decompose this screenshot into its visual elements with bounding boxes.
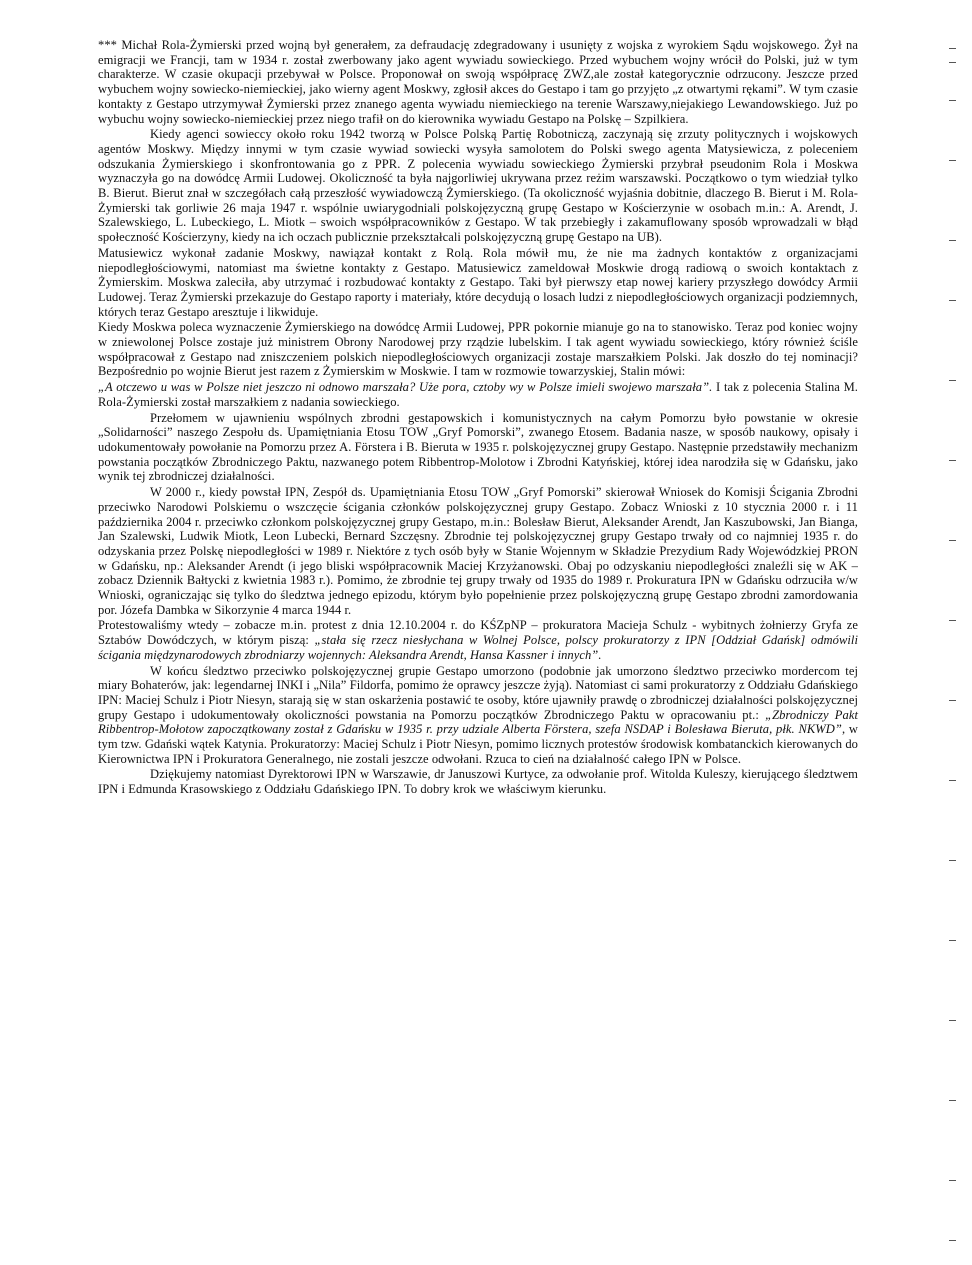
paragraph-1: *** Michał Rola-Żymierski przed wojną był generałem, za defraudację zdegradowany i usunięty z wojska z wyrokiem Sądu wojskowego. Żył na emigracji we Francji, tam w 1934 r. został zwerbowany jako agent wywiadu sowieckiego. Przed wybuchem wojny wrócił do Polski, już w tym charakterze. W czasie okupacji przebywał w Polsce. Proponował on swoją współpracę ZWZ,ale został kategorycznie odrzucony. Jeszcze przed wybuchem wojny sowiecko-niemieckiej, jako wierny agent Moskwy, zgłosił akces do Gestapo i tam go przyjęto „z otwartymi rękami”. W tym czasie kontakty z Gestapo utrzymywał Żymierski przez znanego agenta wywiadu niemieckiego na terenie Warszawy,niejakiego Lewandowskiego. Już po wybuchu wojny sowiecko-niemieckiej przez niego trafił on do kierownika wywiadu Gestapo na Polskę – Szpilkiera.	[98, 38, 858, 126]
scan-mark	[949, 1180, 956, 1181]
publication-title: „Zbrodniczy Pakt Ribbentrop-Mołotow zapoczątkowany został z Gdańsku w 1935 r. przy udziale Alberta Förstera, szefa NSDAP i Bolesława Bieruta, płk. NKWD”	[98, 707, 858, 737]
protest-quote: „stała się rzecz niesłychana w Wolnej Polsce, polscy prokuratorzy z IPN [Oddział Gdańsk] odmówili ścigania międzynarodowych zbrodniarzy wojennych: Aleksandra Arendt, Hansa Kassner i innych”.	[98, 633, 858, 662]
scan-mark	[949, 100, 956, 101]
scan-mark	[949, 160, 956, 161]
scan-mark	[949, 1240, 956, 1241]
paragraph-9-tail: , w tym tzw. Gdański wątek Katynia. Prokuratorzy: Maciej Schulz i Piotr Niesyn, pomimo licznych protestów środowisk kombatanckich kierowanych do Kierownictwa IPN i Prokuratora Generalnego, nie zostali jeszcze odwołani. Rzuca to cień na działalność całego IPN w Polsce.	[98, 722, 858, 766]
scan-mark	[949, 300, 956, 301]
paragraph-9-head: W końcu śledztwo przeciwko polskojęzycznej grupie Gestapo umorzono (podobnie jak umorzono śledztwo przeciwko mordercom tej miary Bohaterów, jak: legendarnej INKI i „Nila” Fildorfa, pomimo że oprawcy jeszcze żyją). Natomiast ci sami prokuratorzy z Oddziału Gdańskiego IPN: Maciej Schulz i Piotr Niesyn, starają się w stan oskarżenia postawić te osoby, które ujawniły prawdę o zbrodniczej działalności polskojęzycznej grupy Gestapo i udokumentowały okoliczności powstania na Pomorzu początków Zbrodniczego Paktu w opracowaniu pt.:	[98, 663, 858, 722]
scan-mark	[949, 700, 956, 701]
scan-mark	[949, 860, 956, 861]
paragraph-9	[98, 664, 858, 767]
scan-mark	[949, 1100, 956, 1101]
scan-mark	[949, 62, 956, 63]
scan-mark	[949, 1020, 956, 1021]
stalin-quote: „A otczewo u was w Polsze niet jeszczo ni odnowo marszała? Uże pora, cztoby wy w Polsze imieli swojewo marszała”.	[98, 380, 713, 395]
scan-mark	[949, 380, 956, 381]
paragraph-3: Matusiewicz wykonał zadanie Moskwy, nawiązał kontakt z Rolą. Rola mówił mu, że nie ma żadnych kontaktów z organizacjami niepodległościowymi, natomiast ma świetne kontakty z Gestapo. Matusiewicz zameldował Moskwie drogą radiową o swoich kontaktach z Żymierskim. Moskwa zaleciła, aby utrzymać i rozbudować kontakty z Gestapo. Taki był pierwszy etap nowej kariery przyszłego dowódcy Armii Ludowej. Teraz Żymierski przekazuje do Gestapo raporty i materiały, które decydują o losach ludzi z niepodległościowych organizacji podziemnych, których teraz Gestapo aresztuje i likwiduje.	[98, 245, 858, 319]
scan-margin-marks	[934, 0, 964, 1265]
paragraph-8	[98, 618, 858, 662]
paragraph-5-tail: I tak z polecenia Stalina M. Rola-Żymierski został marszałkiem z nadania sowieckiego.	[98, 380, 858, 409]
scan-mark	[949, 940, 956, 941]
scan-mark	[949, 240, 956, 241]
paragraph-10: Dziękujemy natomiast Dyrektorowi IPN w Warszawie, dr Januszowi Kurtyce, za odwołanie prof. Witolda Kuleszy, kierującego śledztwem IPN i Edmunda Krasowskiego z Oddziału Gdańskiego IPN. To dobry krok we właściwym kierunku.	[98, 767, 858, 797]
scan-mark	[949, 48, 956, 49]
scan-mark	[949, 620, 956, 621]
paragraph-2: Kiedy agenci sowieccy około roku 1942 tworzą w Polsce Polską Partię Robotniczą, zaczynają się zrzuty politycznych i wojskowych agentów Moskwy. Między innymi w tym czasie wywiad sowiecki wysyła samolotem do Polski swego agenta Matysiewicza, z poleceniem odszukania Żymierskiego i skonfrontowania go z PPR. Z polecenia wywiadu sowieckiego Żymierski przybrał pseudonim Rola i Moskwa wyznaczyła go na dowódcę Armii Ludowej. Okoliczność ta była najgorliwiej ukrywana przez reżim warszawski. Początkowo o tym wiedział tylko B. Bierut. Bierut znał w szczegółach całą przeszłość wywiadowczą Żymierskiego. (Ta okoliczność wyjaśnia dobitnie, dlaczego B. Bierut i M. Rola-Żymierski tak gorliwie 26 maja 1947 r. wspólnie uwiarygodniali polskojęzyczną grupę Gestapo w Kościerzynie w osobach m.in.: A. Arendt, J. Szalewskiego, L. Lubeckiego, L. Miotk – swoich współpracowników z Gestapo. W tak przebiegły i zakamuflowany sposób wprowadzali w błąd społeczność Kościerzyny, kiedy na ich oczach publicznie przekształcali polskojęzyczną grupę Gestapo na UB).	[98, 127, 858, 245]
paragraph-4: Kiedy Moskwa poleca wyznaczenie Żymierskiego na dowódcę Armii Ludowej, PPR pokornie mianuje go na to stanowisko. Teraz pod koniec wojny w zniewolonej Polsce zostaje już ministrem Obrony Narodowej przy rządzie lubelskim. I tak agent wywiadu sowieckiego, który również ściśle współpracował z Gestapo nad zniszczeniem polskich niepodległościowych organizacji zostaje marszałkiem Polski. Jak doszło do tej nominacji? Bezpośrednio po wojnie Bierut jest razem z Żymierskim w Moskwie. I tam w rozmowie towarzyskiej, Stalin mówi:	[98, 320, 858, 379]
scan-mark	[949, 780, 956, 781]
scan-mark	[949, 540, 956, 541]
paragraph-6: Przełomem w ujawnieniu wspólnych zbrodni gestapowskich i komunistycznych na całym Pomorzu było powstanie w okresie „Solidarności” naszego Zespołu ds. Upamiętniania Etosu TOW „Gryf Pomorski”, zwanego Etosem. Badania nasze, w sposób naukowy, opisały i udokumentowały powołanie na Pomorzu przez A. Förstera i B. Bieruta w 1935 r. polskojęzycznej grupy Gestapo. Następnie przedstawiły mechanizm powstania początków Zbrodniczego Paktu, nazwanego potem Ribbentrop-Molotow i Zbrodni Katyńskiej, której idea narodziła się w Gdańsku, jako wynik tej zbrodniczej działalności.	[98, 410, 858, 484]
paragraph-5	[98, 380, 858, 409]
document-page	[98, 38, 858, 1218]
paragraph-8-head: Protestowaliśmy wtedy – zobacze m.in. protest z dnia 12.10.2004 r. do KŚZpNP – prokuratora Macieja Schulz - wybitnych żołnierzy Gryfa ze Sztabów Dowódczych, w którym piszą:	[98, 618, 858, 648]
scan-mark	[949, 460, 956, 461]
paragraph-7: W 2000 r., kiedy powstał IPN, Zespół ds. Upamiętniania Etosu TOW „Gryf Pomorski” skierował Wniosek do Komisji Ścigania Zbrodni przeciwko Narodowi Polskiemu o wszczęcie ścigania członków polskojęzycznej grupy Gestapo. Zobacz Wnioski z 10 stycznia 2000 r. i 11 października 2004 r. przeciwko członkom polskojęzycznej grupy Gestapo, m.in.: Bolesław Bierut, Aleksander Arendt, Jan Kaszubowski, Jan Bianga, Jan Szalewski, Ludwik Miotk, Leon Lubecki, Bernard Szczęsny. Zbrodnie tej polskojęzycznej grupy Gestapo trwały od co najmniej 1935 r. do odzyskania przez Polskę niepodległości w 1989 r. Niektóre z tych osób były w Stanie Wojennym w Składzie Prezydium Rady Wojewódzkiej PRON w Gdańsku, np.: Aleksander Arendt (i jego bliski współpracownik Maciej Krzyżanowski. Obaj po odzyskaniu niepodległości znaleźli się w AK – zobacz Dziennik Bałtycki z kwietnia 1983 r.). Pomimo, że zbrodnie tej grupy trwały od 1935 do 1989 r. Prokuratura IPN w Gdańsku odrzuciła w/w Wnioski, ograniczając się tylko do śledztwa jednego epizodu, którym było popełnienie przez polskojęzyczną grupę Gestapo zbrodni zamordowania por. Józefa Dambka w Sikorzynie 4 marca 1944 r.	[98, 485, 858, 617]
